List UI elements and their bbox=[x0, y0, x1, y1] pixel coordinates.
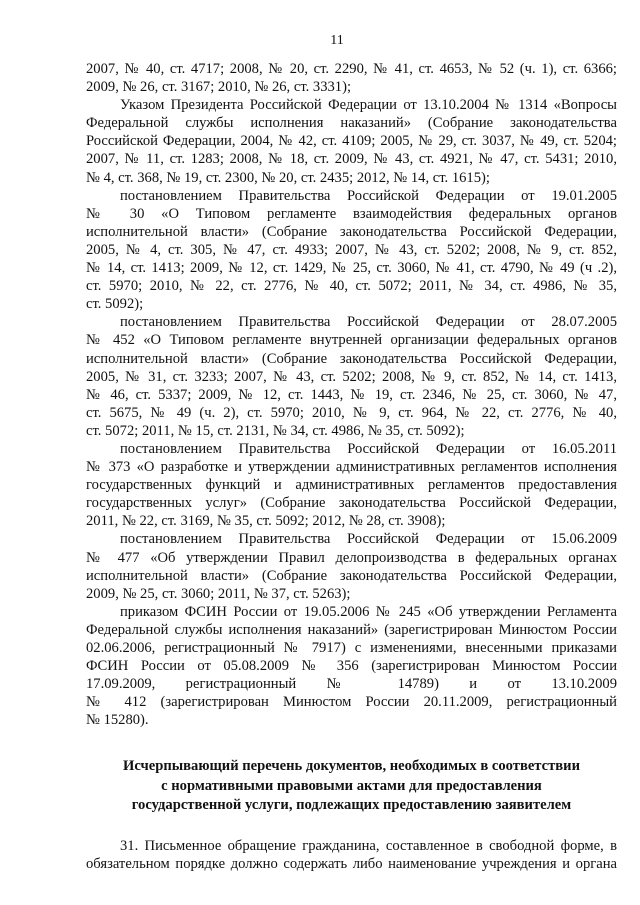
clause-31 bbox=[86, 837, 617, 873]
paragraph-line: № 452 «О Типовом регламенте внутренней организации федеральных органов bbox=[86, 332, 617, 349]
paragraph-line: Указом Президента Российской Федерации от 13.10.2004 № 1314 «Вопросы bbox=[120, 97, 617, 114]
paragraph-line: № 15280). bbox=[86, 712, 149, 729]
paragraph-line: приказом ФСИН России от 19.05.2006 № 245 «Об утверждении Регламента bbox=[120, 603, 617, 620]
heading-line: государственной услуги, подлежащих предоставлению заявителем bbox=[131, 797, 572, 813]
paragraph-line: государственных услуг» (Собрание законодательства Российской Федерации, bbox=[86, 495, 617, 512]
paragraph-line: № 4, ст. 368, № 19, ст. 2300, № 20, ст. 2435; 2012, № 14, ст. 1615); bbox=[86, 169, 490, 186]
paragraph-line: № 373 «О разработке и утверждении административных регламентов исполнения bbox=[86, 459, 617, 476]
paragraph-line: постановлением Правительства Российской Федерации от 15.06.2009 bbox=[120, 531, 617, 548]
section-heading bbox=[86, 757, 617, 816]
reference-paragraph bbox=[86, 603, 617, 730]
paragraph-line: обязательном порядке должно содержать либо наименование учреждения и органа bbox=[86, 856, 617, 873]
paragraph-line: ст. 5970; 2010, № 22, ст. 2776, № 40, ст. 5072; 2011, № 34, ст. 4986, № 35, bbox=[86, 278, 617, 295]
paragraph-line: 2011, № 22, ст. 3169, № 35, ст. 5092; 2012, № 28, ст. 3908); bbox=[86, 513, 446, 530]
paragraph-line: 2009, № 26, ст. 3167; 2010, № 26, ст. 3331); bbox=[86, 79, 351, 96]
paragraph-line: ст. 5072; 2011, № 15, ст. 2131, № 34, ст. 4986, № 35, ст. 5092); bbox=[86, 422, 465, 439]
paragraph-line: 2009, № 25, ст. 3060; 2011, № 37, ст. 5263); bbox=[86, 585, 351, 602]
paragraph-line: Российской Федерации, 2004, № 42, ст. 4109; 2005, № 29, ст. 3037, № 49, ст. 5204; bbox=[86, 133, 617, 150]
paragraph-line: № 30 «О Типовом регламенте взаимодействия федеральных органов bbox=[86, 205, 617, 222]
paragraph-line: исполнительной власти» (Собрание законодательства Российской Федерации, bbox=[86, 567, 617, 584]
heading-line: с нормативными правовыми актами для предоставления bbox=[161, 777, 542, 794]
legal-references bbox=[86, 60, 617, 729]
paragraph-line: № 412 (зарегистрирован Минюстом России 20.11.2009, регистрационный bbox=[86, 694, 617, 711]
paragraph-line: № 14, ст. 1413; 2009, № 12, ст. 1429, № 25, ст. 3060, № 41, ст. 4790, № 49 (ч .2), bbox=[86, 260, 617, 277]
page-number: 11 bbox=[330, 33, 344, 48]
paragraph-line: 31. Письменное обращение гражданина, составленное в свободной форме, в bbox=[120, 838, 617, 854]
paragraph-line: исполнительной власти» (Собрание законодательства Российской Федерации, bbox=[86, 350, 617, 367]
paragraph-line: Федеральной службы исполнения наказаний» (Собрание законодательства bbox=[86, 115, 617, 132]
reference-paragraph bbox=[86, 313, 617, 440]
paragraph-line: постановлением Правительства Российской Федерации от 16.05.2011 bbox=[120, 440, 617, 457]
paragraph-line: 2007, № 11, ст. 1283; 2008, № 18, ст. 2009, № 43, ст. 4921, № 47, ст. 5431; 2010, bbox=[86, 151, 617, 168]
reference-paragraph bbox=[86, 440, 617, 530]
paragraph-line: 2005, № 4, ст. 305, № 47, ст. 4933; 2007, № 43, ст. 5202; 2008, № 9, ст. 852, bbox=[86, 241, 617, 258]
paragraph-line: Федеральной службы исполнения наказаний» (зарегистрирован Минюстом России bbox=[86, 621, 617, 638]
reference-paragraph bbox=[86, 187, 617, 314]
heading-line: Исчерпывающий перечень документов, необходимых в соответствии bbox=[122, 758, 580, 774]
paragraph-line: 2007, № 40, ст. 4717; 2008, № 20, ст. 2290, № 41, ст. 4653, № 52 (ч. 1), ст. 6366; bbox=[86, 61, 617, 77]
paragraph-line: ст. 5092); bbox=[86, 296, 144, 313]
paragraph-line: № 46, ст. 5337; 2009, № 12, ст. 1443, № 19, ст. 2346, № 25, ст. 3060, № 47, bbox=[86, 386, 617, 403]
paragraph-line: государственных функций и административных регламентов предоставления bbox=[86, 477, 617, 494]
paragraph-line: 02.06.2006, регистрационный № 7917) с изменениями, внесенными приказами bbox=[86, 640, 617, 656]
paragraph-line: постановлением Правительства Российской Федерации от 28.07.2005 bbox=[120, 314, 617, 331]
paragraph-line: 17.09.2009, регистрационный № 14789) и от 13.10.2009 bbox=[86, 676, 617, 693]
paragraph-line: постановлением Правительства Российской Федерации от 19.01.2005 bbox=[120, 187, 617, 204]
reference-paragraph bbox=[86, 60, 617, 96]
paragraph-line: ст. 5675, № 49 (ч. 2), ст. 5970; 2010, № 9, ст. 964, № 22, ст. 2776, № 40, bbox=[86, 404, 617, 421]
reference-paragraph bbox=[86, 96, 617, 186]
paragraph-line: ФСИН России от 05.08.2009 № 356 (зарегистрирован Минюстом России bbox=[86, 658, 617, 675]
reference-paragraph bbox=[86, 530, 617, 602]
paragraph-line: исполнительной власти» (Собрание законодательства Российской Федерации, bbox=[86, 223, 617, 240]
paragraph-line: 2005, № 31, ст. 3233; 2007, № 43, ст. 5202; 2008, № 9, ст. 852, № 14, ст. 1413, bbox=[86, 368, 617, 385]
paragraph-line: № 477 «Об утверждении Правил делопроизводства в федеральных органах bbox=[86, 549, 617, 566]
